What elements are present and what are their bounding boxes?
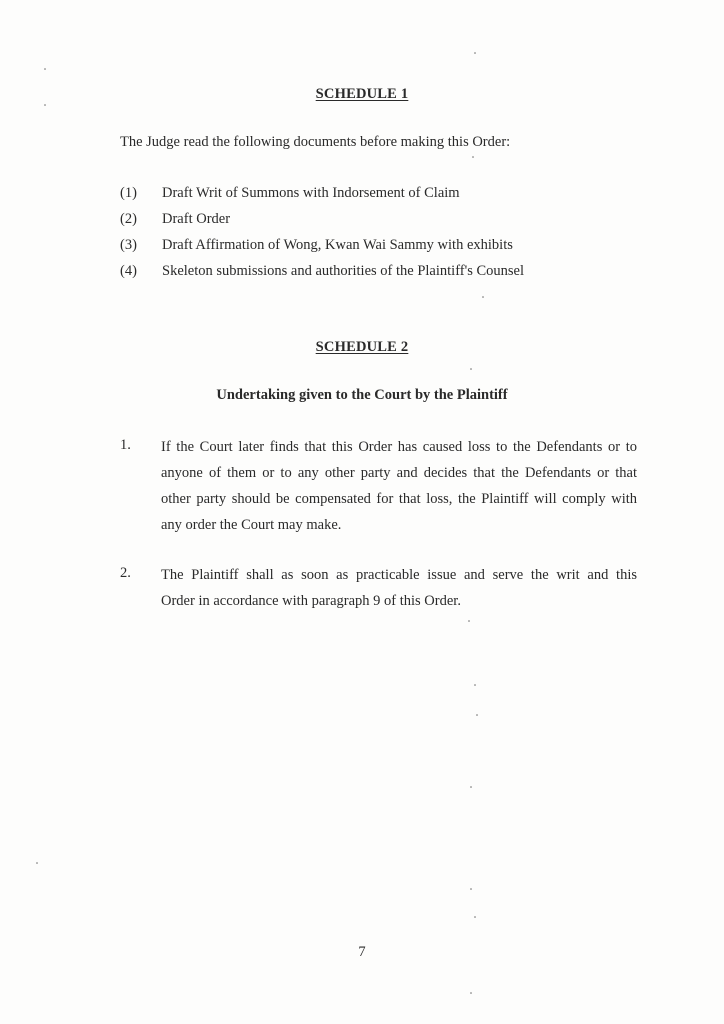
list-item bbox=[120, 263, 524, 280]
list-item-text: Draft Affirmation of Wong, Kwan Wai Sammy with exhibits bbox=[162, 237, 513, 253]
scan-speck bbox=[474, 684, 476, 686]
paragraph-number: 1. bbox=[120, 437, 131, 453]
paragraph-line: Order in accordance with paragraph 9 of this Order. bbox=[161, 593, 461, 609]
paragraph-line: any order the Court may make. bbox=[161, 517, 342, 533]
list-item-number: (3) bbox=[120, 237, 137, 253]
list-item bbox=[120, 185, 460, 202]
paragraph-line: anyone of them or to any other party and decides that the Defendants or that bbox=[161, 465, 637, 481]
scan-speck bbox=[44, 68, 46, 70]
schedule-1-intro: The Judge read the following documents before making this Order: bbox=[120, 134, 511, 150]
list-item bbox=[120, 237, 513, 254]
list-item-number: (1) bbox=[120, 185, 137, 201]
list-item bbox=[120, 211, 230, 228]
scan-speck bbox=[474, 916, 476, 918]
page-number: 7 bbox=[358, 944, 366, 960]
list-item-number: (2) bbox=[120, 211, 137, 227]
paragraph-number: 2. bbox=[120, 565, 131, 581]
scan-speck bbox=[470, 888, 472, 890]
scan-speck bbox=[36, 862, 38, 864]
paragraph-line: other party should be compensated for that loss, the Plaintiff will comply with bbox=[161, 491, 637, 507]
schedule-2-subheading: Undertaking given to the Court by the Plaintiff bbox=[216, 387, 508, 403]
paragraph-line: If the Court later finds that this Order has caused loss to the Defendants or to bbox=[161, 439, 637, 455]
scan-speck bbox=[468, 620, 470, 622]
scan-speck bbox=[474, 52, 476, 54]
scan-speck bbox=[470, 786, 472, 788]
list-item-text: Skeleton submissions and authorities of the Plaintiff's Counsel bbox=[162, 263, 525, 279]
scan-speck bbox=[476, 714, 478, 716]
scan-speck bbox=[470, 368, 472, 370]
paragraph-line: The Plaintiff shall as soon as practicable issue and serve the writ and this bbox=[161, 567, 637, 583]
scan-speck bbox=[482, 296, 484, 298]
schedule-2-heading: SCHEDULE 2 bbox=[315, 339, 409, 355]
schedule-1-heading: SCHEDULE 1 bbox=[315, 86, 409, 102]
scan-speck bbox=[470, 992, 472, 994]
list-item-text: Draft Order bbox=[162, 211, 231, 227]
list-item-number: (4) bbox=[120, 263, 137, 279]
scan-speck bbox=[472, 156, 474, 158]
list-item-text: Draft Writ of Summons with Indorsement of Claim bbox=[162, 185, 460, 201]
scan-speck bbox=[44, 104, 46, 106]
